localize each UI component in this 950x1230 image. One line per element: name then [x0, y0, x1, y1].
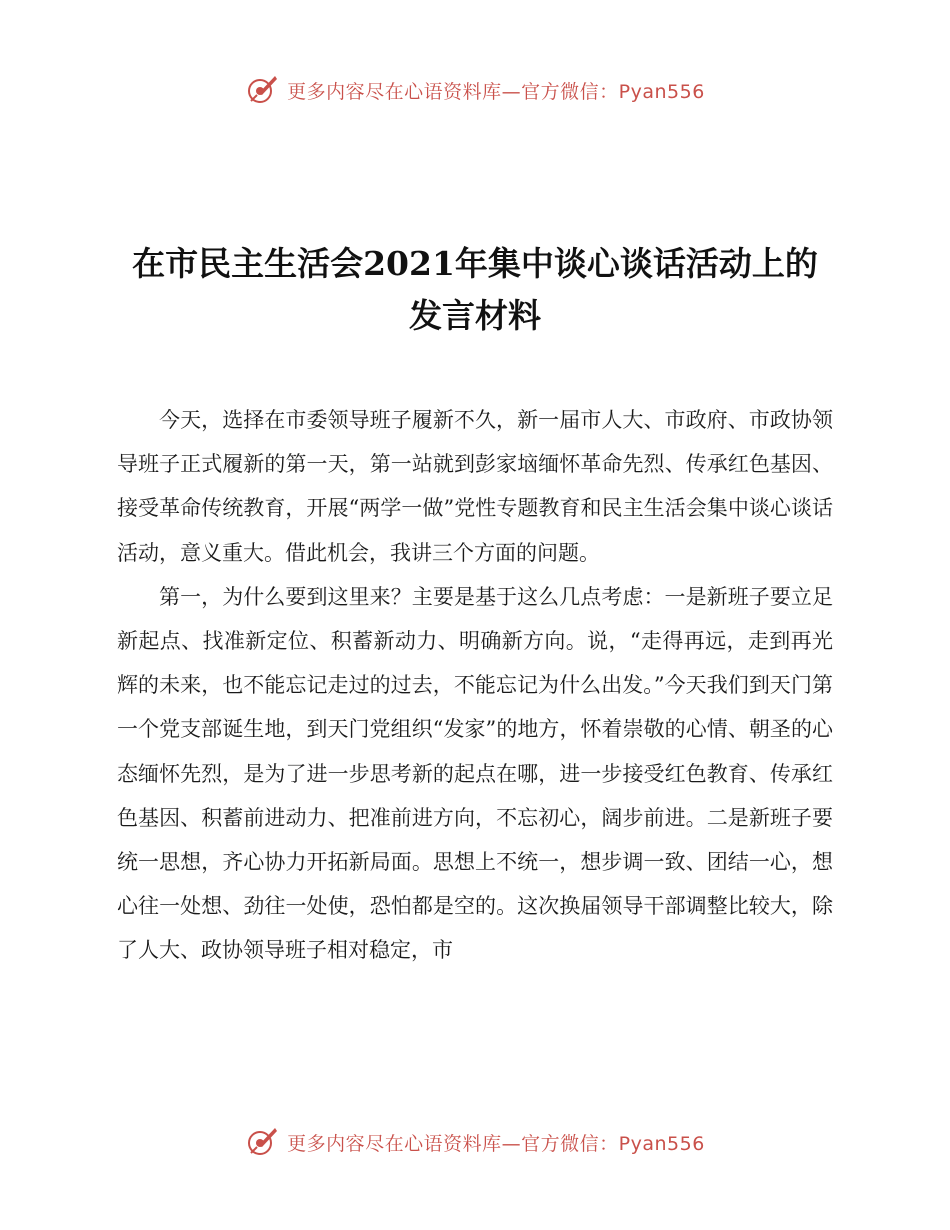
- watermark-text: 更多内容尽在心语资料库—官方微信：Pyan556: [287, 1132, 705, 1155]
- title-line-1: 在市民主生活会2021年集中谈心谈话活动上的: [132, 244, 818, 283]
- watermark-text: 更多内容尽在心语资料库—官方微信：Pyan556: [287, 80, 705, 103]
- paragraph-1: 今天，选择在市委领导班子履新不久，新一届市人大、市政府、市政协领导班子正式履新的第一天，第一站就到彭家垴缅怀革命先烈、传承红色基因、接受革命传统教育，开展“两学一做”党性专题教育和民主生活会集中谈心谈话活动，意义重大。借此机会，我讲三个方面的问题。: [117, 408, 833, 565]
- document-title: [60, 238, 890, 342]
- document-body: [117, 398, 833, 973]
- paragraph-2: 第一，为什么要到这里来？主要是基于这么几点考虑：一是新班子要立足新起点、找准新定位、积蓄新动力、明确新方向。说，“走得再远，走到再光辉的未来，也不能忘记走过的过去，不能忘记为什么出发。”今天我们到天门第一个党支部诞生地，到天门党组织“发家”的地方，怀着崇敬的心情、朝圣的心态缅怀先烈，是为了进一步思考新的起点在哪，进一步接受红色教育、传承红色基因、积蓄前进动力、把准前进方向，不忘初心，阔步前进。二是新班子要统一思想，齐心协力开拓新局面。思想上不统一，想步调一致、团结一心，想心往一处想、劲往一处使，恐怕都是空的。这次换届领导干部调整比较大，除了人大、政协领导班子相对稳定，市: [117, 584, 833, 963]
- header-watermark: [0, 70, 950, 110]
- feather-pen-logo-icon: [245, 73, 279, 107]
- footer-watermark: [0, 1122, 950, 1162]
- title-line-2: 发言材料: [409, 296, 541, 335]
- feather-pen-logo-icon: [245, 1125, 279, 1159]
